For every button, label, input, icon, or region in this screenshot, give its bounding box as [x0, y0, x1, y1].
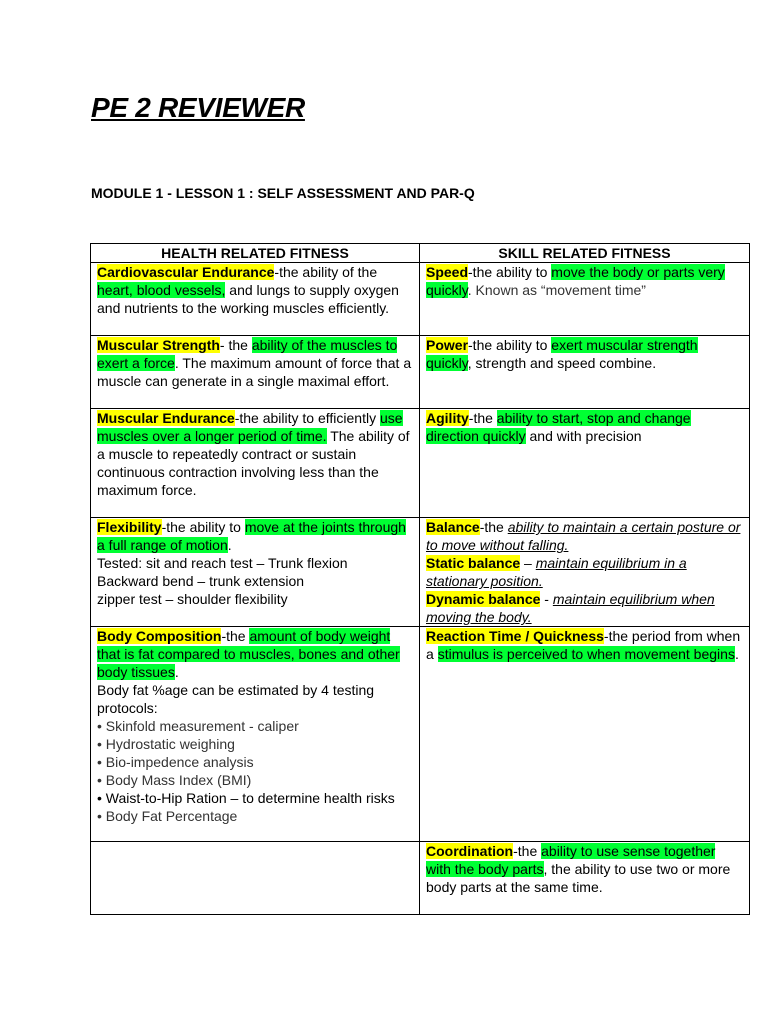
- static-balance-sep: –: [520, 555, 536, 571]
- power-text-1: -the ability to: [468, 337, 552, 353]
- agility-text-2: and with precision: [525, 428, 642, 444]
- flexibility-text-1: -the ability to: [161, 519, 245, 535]
- power-cell: [420, 336, 750, 409]
- coordination-cell: [420, 842, 750, 915]
- table-row: [91, 409, 750, 518]
- table-header-row: [91, 244, 750, 263]
- dynamic-balance-definition: maintain equilibrium when moving the body.: [426, 591, 715, 625]
- agility-text-1: -the: [468, 410, 497, 426]
- flexibility-test-line: Backward bend – trunk extension: [97, 573, 305, 589]
- fitness-table: [90, 243, 750, 915]
- strength-text-1: - the: [219, 337, 252, 353]
- table-row: [91, 627, 750, 842]
- table-row: [91, 518, 750, 627]
- cardio-text-2: and lungs to supply oxygen and nutrients to the working muscles efficiently.: [97, 282, 399, 316]
- cardio-cell: [91, 263, 420, 336]
- strength-cell: [91, 336, 420, 409]
- balance-text-1: -the: [479, 519, 508, 535]
- agility-cell: [420, 409, 750, 518]
- speed-cell: [420, 263, 750, 336]
- endurance-term: Muscular Endurance: [97, 410, 235, 426]
- endurance-cell: [91, 409, 420, 518]
- protocol-list-item: • Skinfold measurement - caliper: [97, 718, 299, 734]
- health-header: HEALTH RELATED FITNESS: [91, 244, 420, 263]
- balance-definition: ability to maintain a certain posture or to move without falling.: [426, 519, 741, 553]
- flexibility-term: Flexibility: [97, 519, 162, 535]
- cardio-term: Cardiovascular Endurance: [97, 264, 275, 280]
- reaction-time-text-1: -the period from when a: [426, 628, 741, 662]
- cardio-highlight: heart, blood vessels,: [97, 282, 226, 298]
- coordination-text-2: , the ability to use two or more body parts at the same time.: [426, 861, 731, 895]
- reaction-time-term: Reaction Time / Quickness: [426, 628, 604, 644]
- coordination-term: Coordination: [426, 843, 514, 859]
- reaction-time-cell: [420, 627, 750, 842]
- table-row: [91, 263, 750, 336]
- table-row: [91, 842, 750, 915]
- module-heading: MODULE 1 - LESSON 1 : SELF ASSESSMENT AND PAR-Q: [91, 185, 475, 201]
- balance-term: Balance: [426, 519, 480, 535]
- empty-cell: [91, 842, 420, 915]
- reaction-time-text-2: .: [734, 646, 739, 662]
- speed-text-1: -the ability to: [468, 264, 552, 280]
- body-composition-text-2: .: [174, 664, 179, 680]
- speed-term: Speed: [426, 264, 469, 280]
- static-balance-definition: maintain equilibrium in a stationary position.: [426, 555, 687, 589]
- static-balance-term: Static balance: [426, 555, 521, 571]
- cardio-text-1: -the ability of the: [274, 264, 378, 280]
- reaction-time-highlight: stimulus is perceived to when movement begins: [437, 646, 735, 662]
- strength-term: Muscular Strength: [97, 337, 220, 353]
- table-row: [91, 336, 750, 409]
- protocol-list-item: • Body Fat Percentage: [97, 808, 238, 824]
- dynamic-balance-term: Dynamic balance: [426, 591, 541, 607]
- power-highlight: exert muscular strength quickly: [426, 337, 698, 371]
- endurance-text-1: -the ability to efficiently: [234, 410, 380, 426]
- flexibility-test-line: zipper test – shoulder flexibility: [97, 591, 288, 607]
- flexibility-cell: [91, 518, 420, 627]
- power-term: Power: [426, 337, 469, 353]
- protocol-list-item: • Hydrostatic weighing: [97, 736, 235, 752]
- protocol-list-item: • Waist-to-Hip Ration – to determine health risks: [97, 790, 395, 806]
- page-title: PE 2 REVIEWER: [91, 92, 305, 123]
- flexibility-highlight: move at the joints through a full range of motion: [97, 519, 406, 553]
- balance-cell: [420, 518, 750, 627]
- speed-text-2: . Known as “movement time”: [467, 282, 646, 298]
- coordination-highlight: ability to use sense together with the body parts: [426, 843, 716, 877]
- protocol-list-item: • Body Mass Index (BMI): [97, 772, 252, 788]
- coordination-text-1: -the: [513, 843, 542, 859]
- flexibility-text-2: .: [227, 537, 232, 553]
- speed-highlight: move the body or parts very quickly: [426, 264, 725, 298]
- endurance-text-2: The ability of a muscle to repeatedly contract or sustain continuous contraction involving less than the maximum force.: [97, 428, 410, 498]
- skill-header: SKILL RELATED FITNESS: [420, 244, 750, 263]
- strength-highlight: ability of the muscles to exert a force: [97, 337, 398, 371]
- protocol-list-item: • Bio-impedence analysis: [97, 754, 254, 770]
- body-composition-cell: [91, 627, 420, 842]
- body-composition-highlight: amount of body weight that is fat compared to muscles, bones and other body tissues: [97, 628, 400, 680]
- agility-term: Agility: [426, 410, 469, 426]
- body-composition-term: Body Composition: [97, 628, 222, 644]
- body-fat-intro: Body fat %age can be estimated by 4 testing protocols:: [97, 682, 375, 716]
- flexibility-test-line: Tested: sit and reach test – Trunk flexion: [97, 555, 348, 571]
- agility-highlight: ability to start, stop and change direction quickly: [426, 410, 691, 444]
- power-text-2: , strength and speed combine.: [467, 355, 657, 371]
- dynamic-balance-sep: -: [540, 591, 553, 607]
- strength-text-2: . The maximum amount of force that a muscle can generate in a single maximal effort.: [97, 355, 412, 389]
- body-composition-text-1: -the: [221, 628, 250, 644]
- endurance-highlight: use muscles over a longer period of time.: [97, 410, 403, 444]
